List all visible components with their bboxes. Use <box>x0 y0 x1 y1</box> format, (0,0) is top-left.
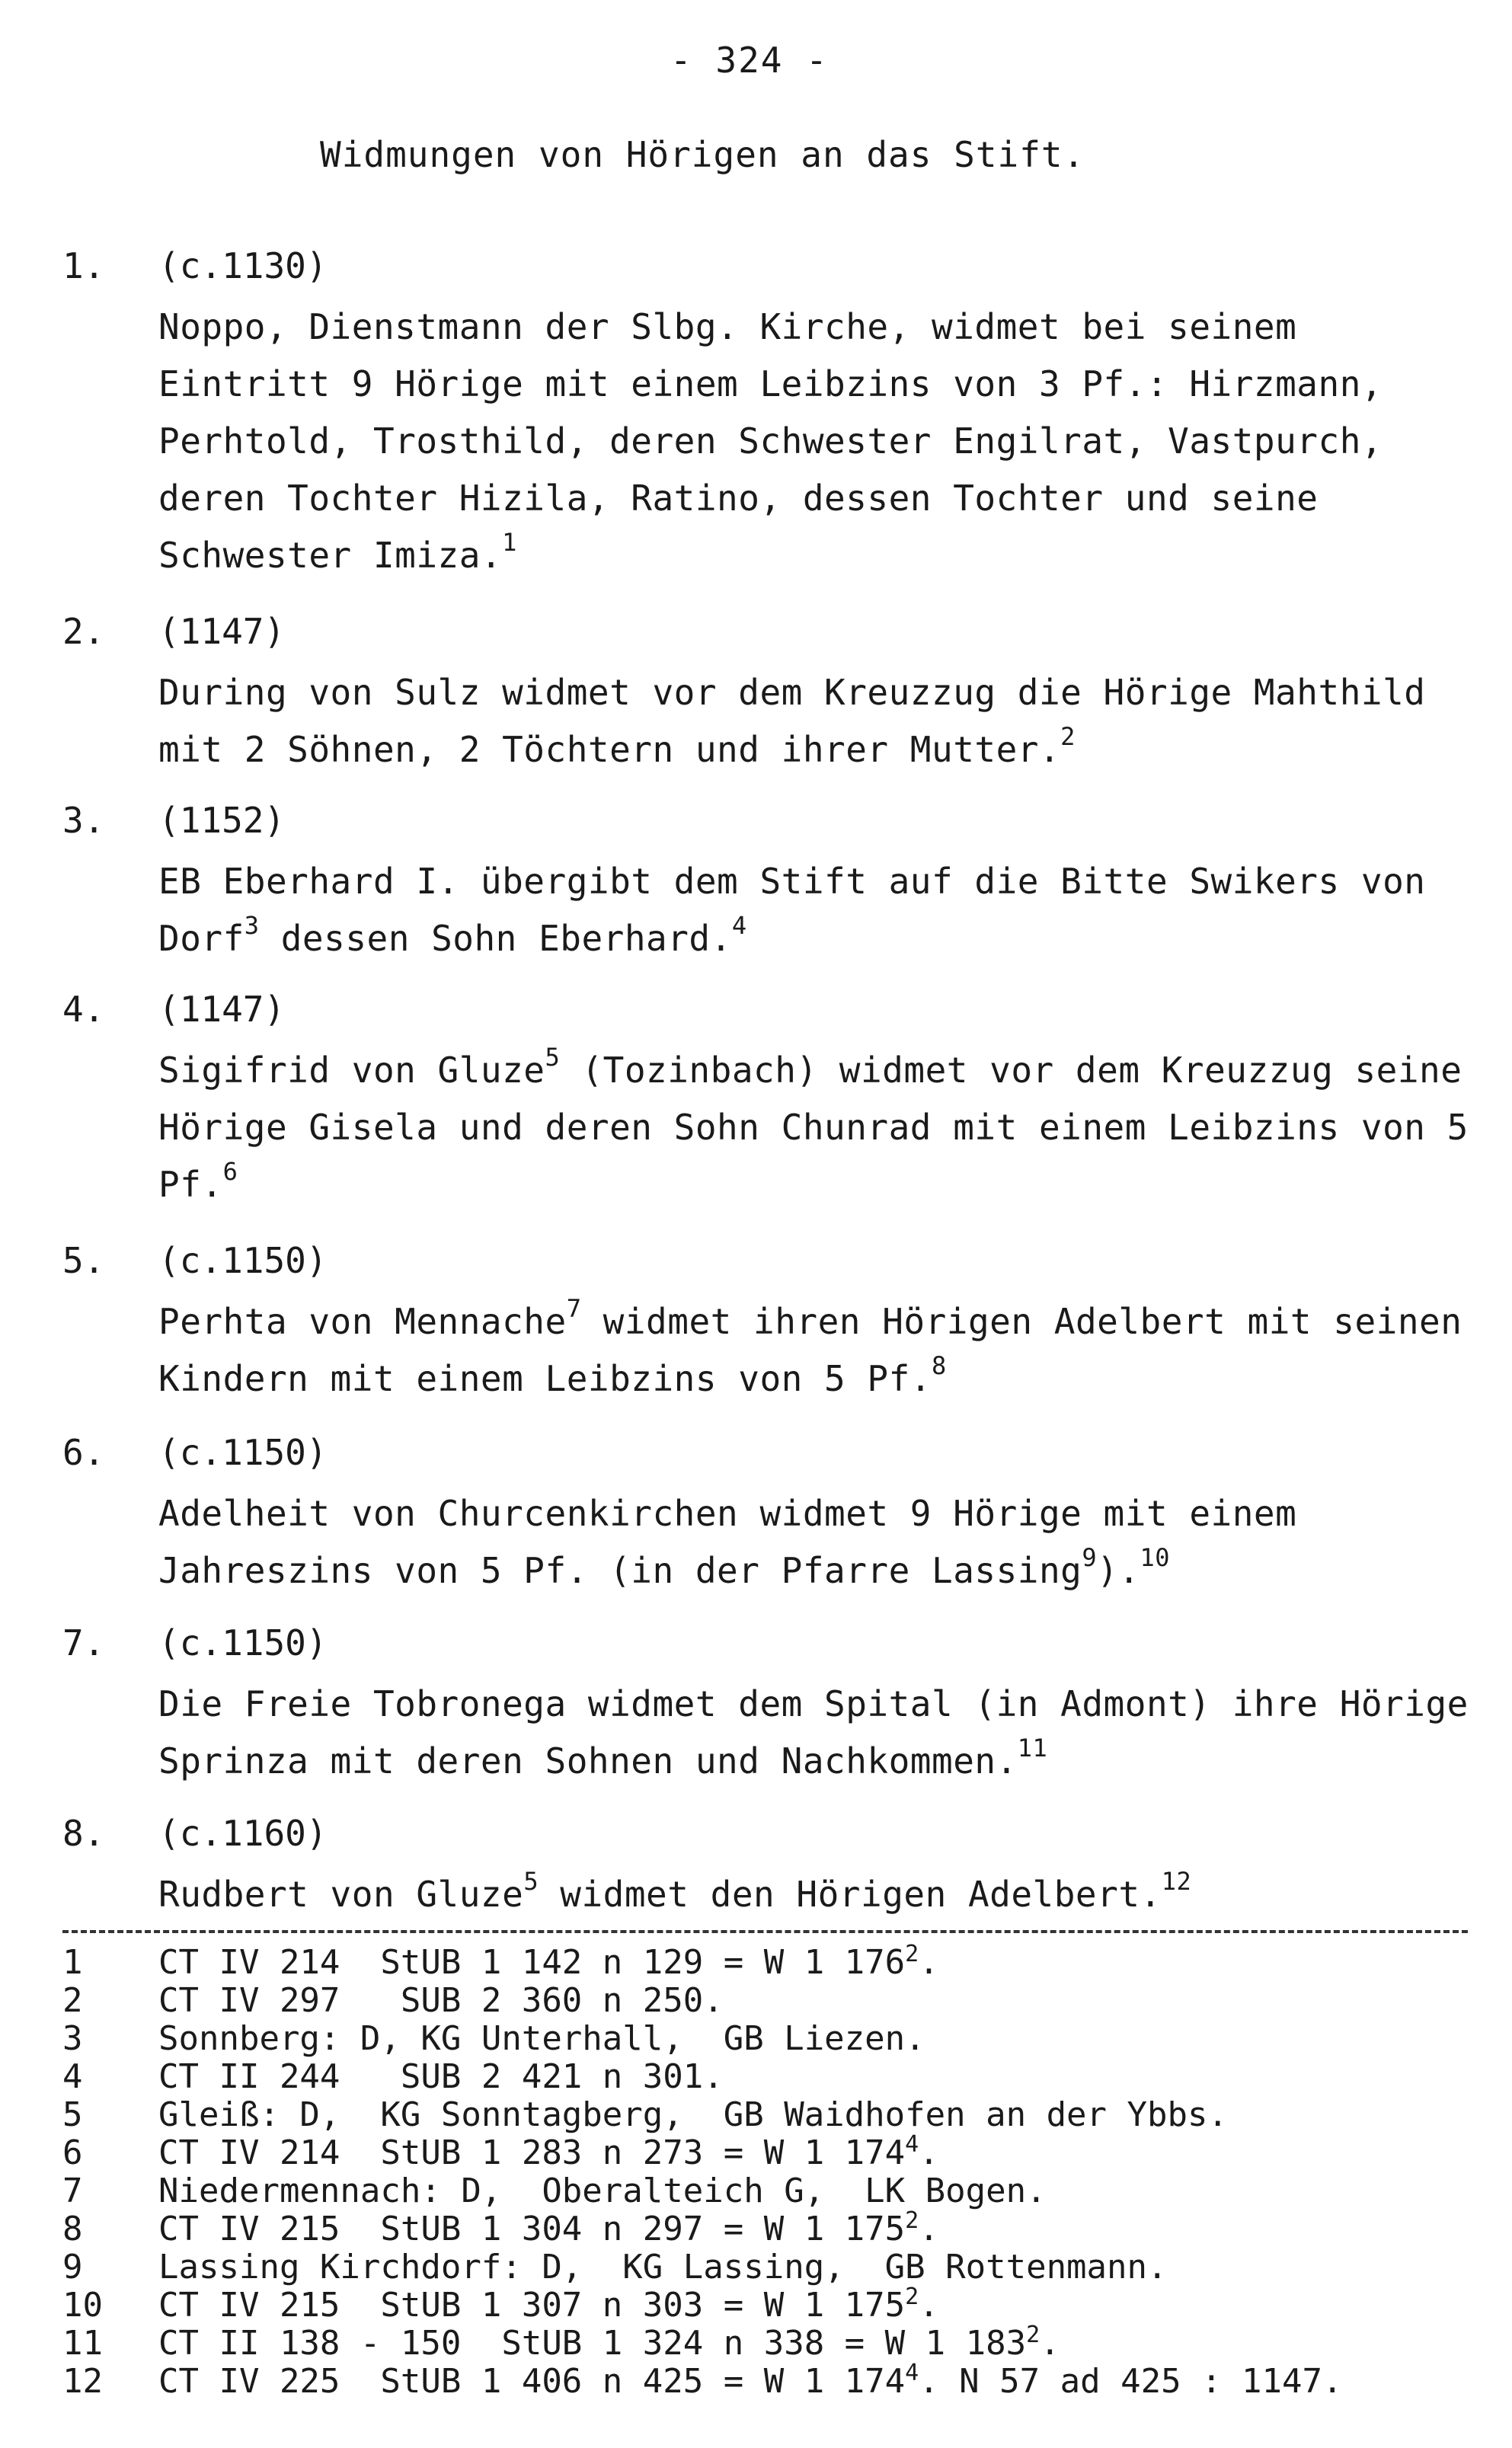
entry-number: 1. <box>62 245 105 286</box>
footnote-text <box>158 2131 939 2172</box>
footnote <box>62 2096 1494 2134</box>
footnote <box>62 2360 1494 2401</box>
footnote <box>62 2058 1494 2096</box>
footnote-mark: 12 <box>1161 1867 1192 1896</box>
footnote <box>62 2283 1494 2325</box>
footnote-body: Gleiß: D, KG Sonntagberg, GB Waidhofen an der Ybbs. <box>158 2095 1228 2134</box>
footnote-text <box>158 2020 925 2058</box>
footnote-superscript: 2 <box>905 2207 919 2234</box>
entry-date: (c.1160) <box>158 1813 328 1854</box>
footnote <box>62 2172 1494 2210</box>
footnote <box>62 2020 1494 2058</box>
footnote-text <box>158 2283 939 2325</box>
footnote-text <box>158 2360 1343 2401</box>
footnote-body: Sonnberg: D, KG Unterhall, GB Liezen. <box>158 2019 925 2058</box>
entry-body-part-a: Perhta von Mennache <box>158 1301 567 1342</box>
footnote-number: 3 <box>62 2019 83 2058</box>
entry-number: 5. <box>62 1240 105 1281</box>
footnote-text <box>158 2322 1060 2363</box>
footnote-mark: 10 <box>1140 1543 1171 1572</box>
footnote-tail: . <box>919 2286 939 2325</box>
footnote-tail: . <box>919 1943 939 1982</box>
footnote-mark: 7 <box>566 1294 582 1323</box>
footnote-text <box>158 2207 939 2248</box>
footnotes <box>62 1941 1494 2401</box>
footnote-mark: 1 <box>502 528 517 557</box>
entry-body-part-a: EB Eberhard I. übergibt dem Stift auf die Bitte Swikers von Dorf <box>158 861 1426 959</box>
footnote-mark: 5 <box>545 1043 561 1072</box>
footnote-number: 7 <box>62 2172 83 2210</box>
entry-text <box>158 853 1484 967</box>
footnote-number: 11 <box>62 2324 103 2363</box>
footnote-body: CT IV 225 StUB 1 406 n 425 = W 1 174 <box>158 2362 906 2401</box>
footnote-body: CT IV 297 SUB 2 360 n 250. <box>158 1981 724 2020</box>
footnote-number: 4 <box>62 2057 83 2096</box>
entry-number: 4. <box>62 989 105 1030</box>
footnote <box>62 1941 1494 1982</box>
footnote-mark: 9 <box>1082 1543 1098 1572</box>
footnote-mark: 6 <box>222 1157 238 1186</box>
footnote-body: CT IV 214 StUB 1 283 n 273 = W 1 174 <box>158 2133 906 2172</box>
entry-text <box>158 1293 1484 1408</box>
entry-number: 3. <box>62 800 105 841</box>
footnote-superscript: 4 <box>905 2131 919 2158</box>
footnote <box>62 1982 1494 2020</box>
footnote-tail: . <box>919 2210 939 2248</box>
footnote-mark: 11 <box>1017 1734 1048 1762</box>
footnote-body: CT IV 214 StUB 1 142 n 129 = W 1 176 <box>158 1943 906 1982</box>
entry-date: (1147) <box>158 989 286 1030</box>
footnote-superscript: 2 <box>905 2283 919 2310</box>
footnote-tail: . <box>919 2133 939 2172</box>
footnote <box>62 2248 1494 2287</box>
entry-text <box>158 1485 1484 1600</box>
footnote-body: Lassing Kirchdorf: D, KG Lassing, GB Rottenmann. <box>158 2248 1168 2287</box>
entry-date: (c.1150) <box>158 1240 328 1281</box>
footnote-superscript: 4 <box>905 2360 919 2386</box>
page-heading: Widmungen von Hörigen an das Stift. <box>320 134 1085 175</box>
footnote-tail: . N 57 ad 425 : 1147. <box>919 2362 1343 2401</box>
footnote-mark: 8 <box>932 1351 947 1380</box>
footnote-number: 5 <box>62 2095 83 2134</box>
footnote-divider <box>62 1930 1468 1933</box>
entry-text <box>158 1866 1484 1923</box>
entry-number: 6. <box>62 1432 105 1473</box>
footnote-text <box>158 2172 1047 2210</box>
entry-text <box>158 1042 1484 1213</box>
entry-text <box>158 664 1484 778</box>
entry-body-part-a: Rudbert von Gluze <box>158 1874 524 1915</box>
footnote-mark: 5 <box>523 1867 539 1896</box>
entry-body: During von Sulz widmet vor dem Kreuzzug die Hörige Mahthild mit 2 Söhnen, 2 Töchtern und ihrer Mutter. <box>158 672 1426 770</box>
entry-number: 7. <box>62 1622 105 1663</box>
entry-date: (c.1150) <box>158 1432 328 1473</box>
entry-body-part-b: dessen Sohn Eberhard. <box>259 918 732 959</box>
footnote-superscript: 2 <box>905 1941 919 1967</box>
footnote-superscript: 2 <box>1026 2322 1040 2348</box>
entry-date: (1152) <box>158 800 286 841</box>
footnote-body: CT II 138 - 150 StUB 1 324 n 338 = W 1 183 <box>158 2324 1027 2363</box>
entry-body-part-a: Adelheit von Churcenkirchen widmet 9 Hörige mit einem Jahreszins von 5 Pf. (in der Pfarre Lassing <box>158 1493 1297 1591</box>
footnote-text <box>158 2096 1228 2134</box>
entry-body-part-b: widmet ihren Hörigen Adelbert mit seinen Kindern mit einem Leibzins von 5 Pf. <box>158 1301 1462 1399</box>
footnote-body: CT IV 215 StUB 1 307 n 303 = W 1 175 <box>158 2286 906 2325</box>
entry-date: (1147) <box>158 611 286 652</box>
entry-body-part-b: (Tozinbach) widmet vor dem Kreuzzug seine Hörige Gisela und deren Sohn Chunrad mit einem Leibzins von 5 Pf. <box>158 1050 1469 1205</box>
footnote <box>62 2131 1494 2172</box>
entry-number: 2. <box>62 611 105 652</box>
footnote-number: 8 <box>62 2210 83 2248</box>
footnote-number: 12 <box>62 2362 103 2401</box>
entry-body: Die Freie Tobronega widmet dem Spital (in Admont) ihre Hörige Sprinza mit deren Sohnen und Nachkommen. <box>158 1683 1469 1782</box>
footnote <box>62 2207 1494 2248</box>
footnote <box>62 2322 1494 2363</box>
footnote-number: 6 <box>62 2133 83 2172</box>
footnote-body: CT II 244 SUB 2 421 n 301. <box>158 2057 724 2096</box>
footnote-number: 9 <box>62 2248 83 2287</box>
entry-body: Noppo, Dienstmann der Slbg. Kirche, widmet bei seinem Eintritt 9 Hörige mit einem Leibzins von 3 Pf.: Hirzmann, Perhtold, Trosthild, deren Schwester Engilrat, Vastpurch, deren Tochter Hizila, Ratino, dessen Tochter und seine Schwester Imiza. <box>158 306 1383 576</box>
entry-text <box>158 1676 1484 1790</box>
footnote-number: 1 <box>62 1943 83 1982</box>
footnote-mark: 2 <box>1060 722 1076 751</box>
footnote-text <box>158 2248 1168 2287</box>
footnote-mark: 4 <box>731 911 747 940</box>
footnote-text <box>158 1941 939 1982</box>
footnote-tail: . <box>1040 2324 1060 2363</box>
footnote-body: Niedermennach: D, Oberalteich G, LK Bogen. <box>158 2172 1047 2210</box>
footnote-text <box>158 1982 724 2020</box>
entry-text <box>158 299 1484 584</box>
entry-date: (c.1130) <box>158 245 328 286</box>
entry-body-part-b: ). <box>1097 1550 1140 1591</box>
entry-body-part-a: Sigifrid von Gluze <box>158 1050 545 1091</box>
footnote-text <box>158 2058 724 2096</box>
footnote-mark: 3 <box>244 911 260 940</box>
footnote-number: 2 <box>62 1981 83 2020</box>
entry-number: 8. <box>62 1813 105 1854</box>
footnote-number: 10 <box>62 2286 103 2325</box>
entry-date: (c.1150) <box>158 1622 328 1663</box>
entry-body-part-b: widmet den Hörigen Adelbert. <box>539 1874 1162 1915</box>
page-number: - 324 - <box>670 40 829 81</box>
footnote-body: CT IV 215 StUB 1 304 n 297 = W 1 175 <box>158 2210 906 2248</box>
